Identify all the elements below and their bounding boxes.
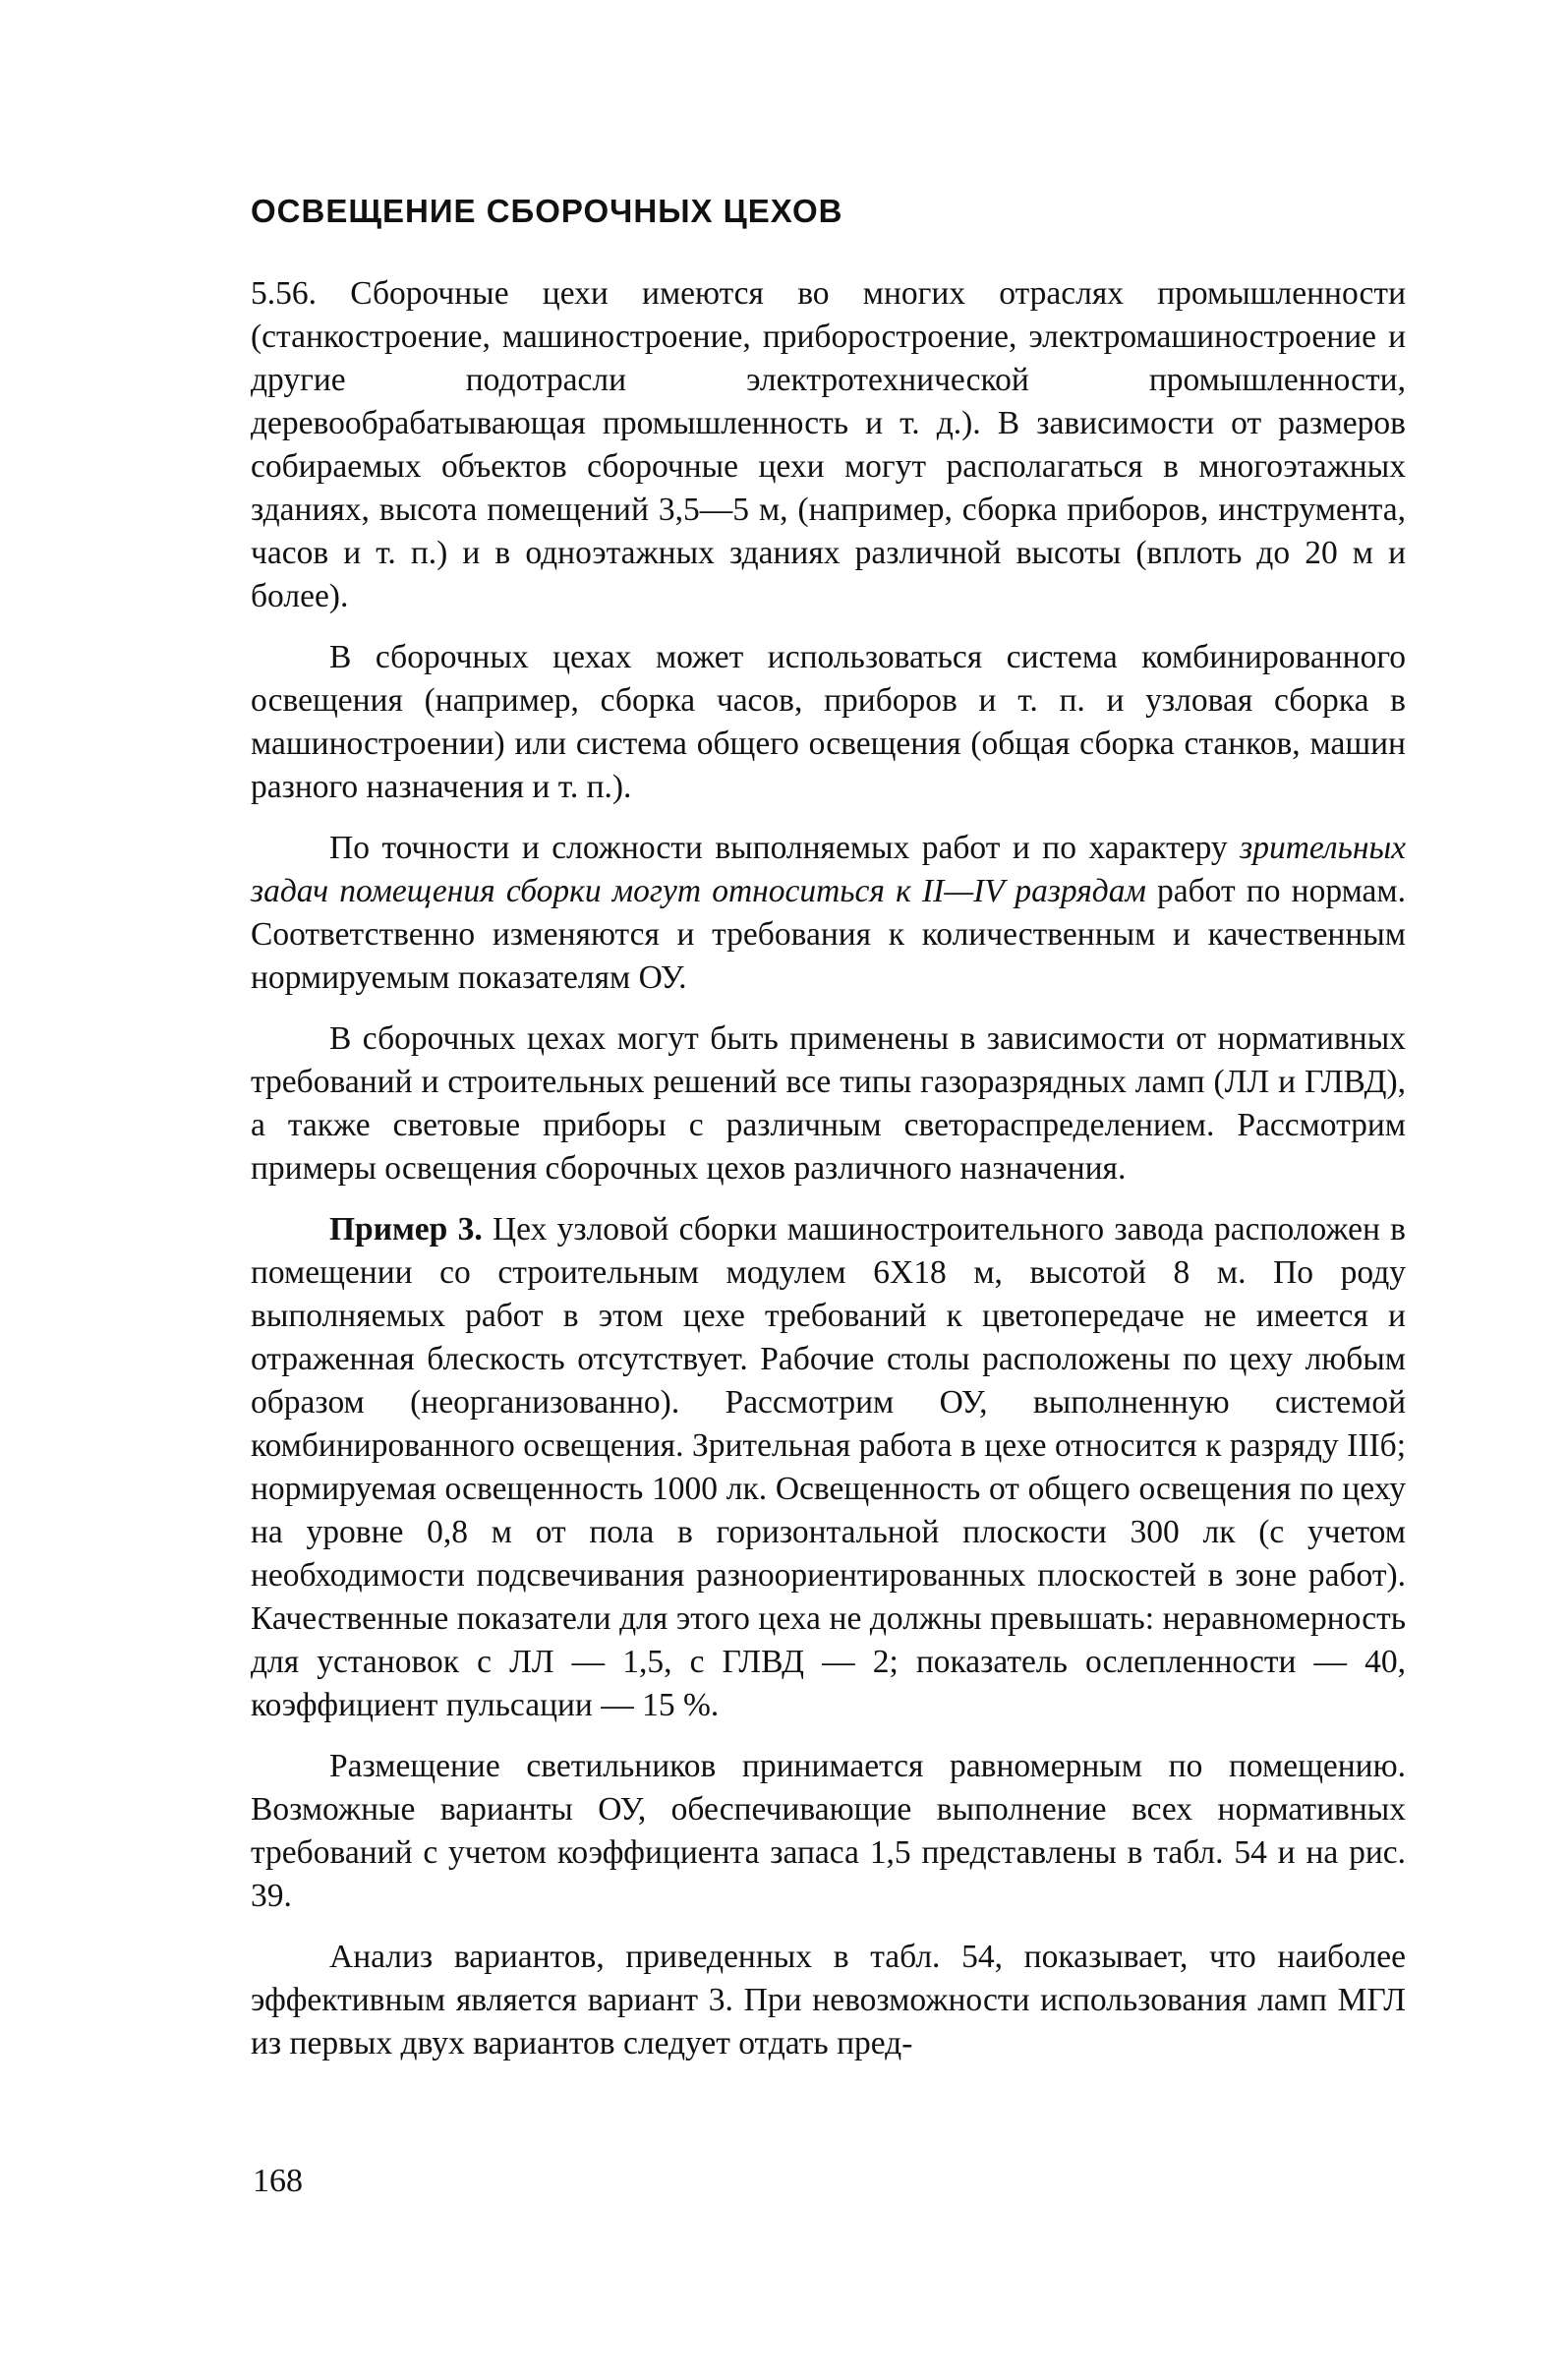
paragraph-text: По точности и сложности выполняемых работ и по характеру [329,829,1241,866]
paragraph-luminaire-placement: Размещение светильников принимается равномерным по помещению. Возможные варианты ОУ, обеспечивающие выполнение всех нормативных требований с учетом коэффициента запаса 1,5 представлены в табл. 54 и на рис. 39. [251,1747,1406,1914]
paragraph-lighting-systems: В сборочных цехах может использоваться система комбинированного освещения (например, сборка часов, приборов и т. п. и узловая сборка в машиностроении) или система общего освещения (общая сборка станков, машин разного назначения и т. п.). [251,638,1406,805]
clause-number: 5.56. [251,274,317,312]
paragraph-example-3 [251,1208,1406,1727]
document-page [251,192,1406,2083]
paragraph-lamp-types: В сборочных цехах могут быть применены в зависимости от нормативных требований и строительных решений все типы газоразрядных ламп (ЛЛ и ГЛВД), а также световые приборы с различным светораспределением. Рассмотрим примеры освещения сборочных цехов различного назначения. [251,1019,1406,1187]
page-number: 168 [253,2163,303,2199]
example-label: Пример 3. [329,1210,483,1248]
paragraph-italic-text: зрительных задач помещения сборки могут относиться к II—IV разрядам [251,829,1406,909]
paragraph-text: работ по нормам. Соответственно изменяются и требования к количественным и качественным нормируемым показателям ОУ. [251,872,1407,996]
paragraph-5-56 [251,272,1406,618]
section-heading: ОСВЕЩЕНИЕ СБОРОЧНЫХ ЦЕХОВ [251,193,843,229]
paragraph-visual-tasks [251,827,1406,1000]
paragraph-text: Цех узловой сборки машиностроительного завода расположен в помещении со строительным модулем 6Х18 м, высотой 8 м. По роду выполняемых работ в этом цехе требований к цветопередаче не имеется и отраженная блескость отсутствует. Рабочие столы расположены по цеху любым образом (неорганизованно). Рассмотрим ОУ, выполненную системой комбинированного освещения. Зрительная работа в цехе относится к разряду IIIб; нормируемая освещенность 1000 лк. Освещенность от общего освещения по цеху на уровне 0,8 м от пола в горизонтальной плоскости 300 лк (с учетом необходимости подсвечивания разноориентированных плоскостей в зоне работ). Качественные показатели для этого цеха не должны превышать: неравномерность для установок с ЛЛ — 1,5, с ГЛВД — 2; показатель ослепленности — 40, коэффициент пульсации — 15 %. [251,1210,1406,1723]
paragraph-text: Сборочные цехи имеются во многих отраслях промышленности (станкостроение, машиностроение, приборостроение, электромашиностроение и другие подотрасли электротехнической промышленности, деревообрабатывающая промышленность и т. д.). В зависимости от размеров собираемых объектов сборочные цехи могут располагаться в многоэтажных зданиях, высота помещений 3,5—5 м, (например, сборка приборов, инструмента, часов и т. п.) и в одноэтажных зданиях различной высоты (вплоть до 20 м и более). [251,274,1406,614]
paragraph-variant-analysis: Анализ вариантов, приведенных в табл. 54, показывает, что наиболее эффективным является вариант 3. При невозможности использования ламп МГЛ из первых двух вариантов следует отдать пред- [251,1938,1406,2061]
